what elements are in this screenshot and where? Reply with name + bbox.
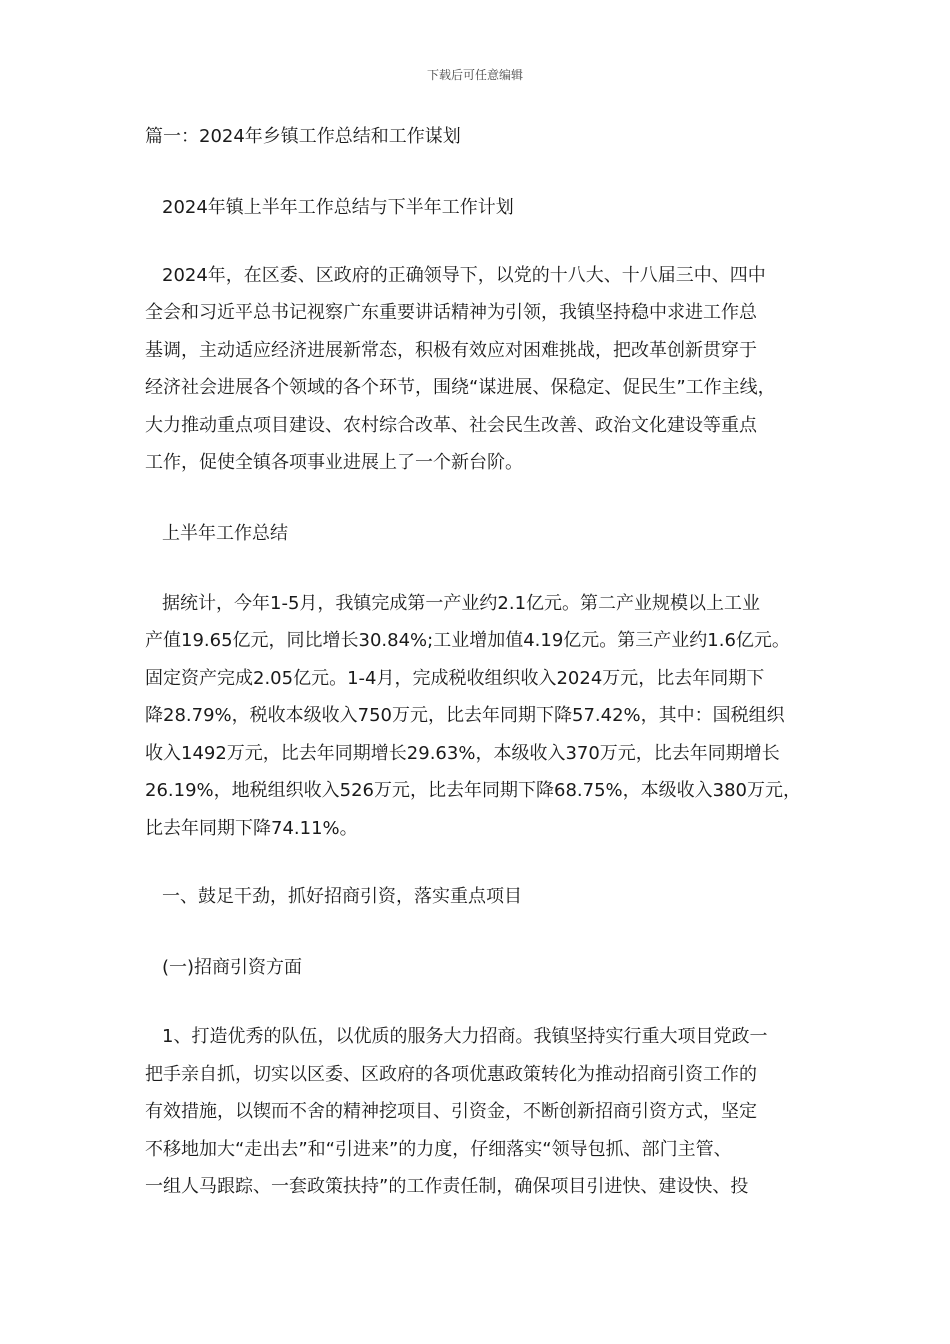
section-title: 篇一：2024年乡镇工作总结和工作谋划	[145, 126, 461, 147]
paragraph-line: 26.19%，地税组织收入526万元，比去年同期下降68.75%，本级收入380万元，	[145, 780, 801, 801]
paragraph-line: 收入1492万元，比去年同期增长29.63%，本级收入370万元，比去年同期增长	[145, 743, 780, 764]
paragraph-line: 据统计，今年1-5月，我镇完成第一产业约2.1亿元。第二产业规模以上工业	[162, 593, 761, 614]
paragraph-line: 比去年同期下降74.11%。	[145, 818, 358, 839]
paragraph-line: 大力推动重点项目建设、农村综合改革、社会民生改善、政治文化建设等重点	[145, 415, 757, 436]
paragraph-line: 降28.79%，税收本级收入750万元，比去年同期下降57.42%，其中：国税组织	[145, 705, 785, 726]
paragraph-line: 固定资产完成2.05亿元。1-4月，完成税收组织收入2024万元，比去年同期下	[145, 668, 765, 689]
paragraph-line: 有效措施，以锲而不舍的精神挖项目、引资金，不断创新招商引资方式，坚定	[145, 1101, 757, 1122]
paragraph-line: 1、打造优秀的队伍，以优质的服务大力招商。我镇坚持实行重大项目党政一	[162, 1026, 768, 1047]
paragraph-line: 2024年，在区委、区政府的正确领导下，以党的十八大、十八届三中、四中	[162, 265, 766, 286]
paragraph-line: 产值19.65亿元，同比增长30.84%;工业增加值4.19亿元。第三产业约1.6亿元。	[145, 630, 790, 651]
paragraph-line: 经济社会进展各个领域的各个环节，围绕“谋进展、保稳定、促民生”工作主线，	[145, 377, 776, 398]
subsection-heading: 上半年工作总结	[162, 523, 288, 544]
paragraph-line: 一组人马跟踪、一套政策扶持”的工作责任制，确保项目引进快、建设快、投	[145, 1176, 749, 1197]
report-title: 2024年镇上半年工作总结与下半年工作计划	[162, 197, 514, 218]
subsection-heading: (一)招商引资方面	[162, 957, 303, 978]
paragraph-line: 基调，主动适应经济进展新常态，积极有效应对困难挑战，把改革创新贯穿于	[145, 340, 757, 361]
paragraph-line: 不移地加大“走出去”和“引进来”的力度，仔细落实“领导包抓、部门主管、	[145, 1139, 732, 1160]
subsection-heading: 一、鼓足干劲，抓好招商引资，落实重点项目	[162, 886, 522, 907]
page-header: 下载后可任意编辑	[426, 68, 523, 82]
paragraph-line: 全会和习近平总书记视察广东重要讲话精神为引领，我镇坚持稳中求进工作总	[145, 302, 757, 323]
paragraph-line: 工作，促使全镇各项事业进展上了一个新台阶。	[145, 452, 523, 473]
paragraph-line: 把手亲自抓，切实以区委、区政府的各项优惠政策转化为推动招商引资工作的	[145, 1064, 757, 1085]
